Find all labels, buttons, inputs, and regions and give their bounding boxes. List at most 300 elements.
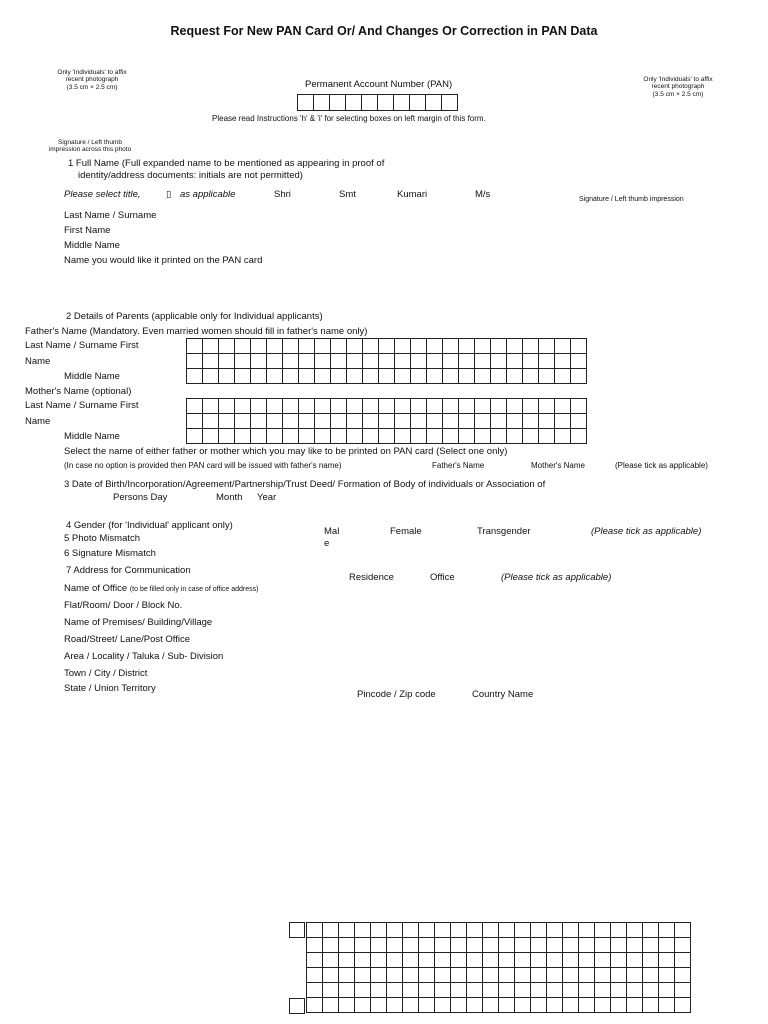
input-cell[interactable] bbox=[523, 414, 539, 429]
title-option-shri[interactable]: Shri bbox=[274, 189, 291, 200]
input-cell[interactable] bbox=[315, 354, 331, 369]
father-option[interactable]: Father's Name bbox=[432, 461, 485, 470]
input-cell[interactable] bbox=[539, 369, 555, 384]
input-cell[interactable] bbox=[523, 354, 539, 369]
input-cell[interactable] bbox=[251, 339, 267, 354]
input-cell[interactable] bbox=[347, 429, 363, 444]
input-cell[interactable] bbox=[379, 429, 395, 444]
input-cell[interactable] bbox=[475, 429, 491, 444]
input-cell[interactable] bbox=[323, 968, 339, 983]
input-cell[interactable] bbox=[627, 953, 643, 968]
input-cell[interactable] bbox=[395, 354, 411, 369]
input-cell[interactable] bbox=[643, 968, 659, 983]
input-cell[interactable] bbox=[595, 968, 611, 983]
input-cell[interactable] bbox=[563, 923, 579, 938]
input-cell[interactable] bbox=[531, 983, 547, 998]
input-cell[interactable] bbox=[403, 998, 419, 1013]
input-cell[interactable] bbox=[419, 938, 435, 953]
input-cell[interactable] bbox=[435, 983, 451, 998]
title-option-smt[interactable]: Smt bbox=[339, 189, 356, 200]
input-cell[interactable] bbox=[267, 429, 283, 444]
input-cell[interactable] bbox=[403, 953, 419, 968]
input-cell[interactable] bbox=[395, 399, 411, 414]
input-cell[interactable] bbox=[555, 354, 571, 369]
input-cell[interactable] bbox=[267, 399, 283, 414]
input-cell[interactable] bbox=[442, 95, 458, 111]
input-cell[interactable] bbox=[355, 968, 371, 983]
input-cell[interactable] bbox=[355, 998, 371, 1013]
input-cell[interactable] bbox=[203, 414, 219, 429]
input-cell[interactable] bbox=[299, 354, 315, 369]
input-cell[interactable] bbox=[547, 968, 563, 983]
input-cell[interactable] bbox=[515, 953, 531, 968]
input-cell[interactable] bbox=[314, 95, 330, 111]
input-cell[interactable] bbox=[203, 399, 219, 414]
input-cell[interactable] bbox=[443, 354, 459, 369]
input-cell[interactable] bbox=[307, 968, 323, 983]
corner-box-top[interactable] bbox=[289, 922, 305, 938]
input-cell[interactable] bbox=[459, 354, 475, 369]
input-cell[interactable] bbox=[539, 414, 555, 429]
input-cell[interactable] bbox=[499, 998, 515, 1013]
input-cell[interactable] bbox=[563, 998, 579, 1013]
input-cell[interactable] bbox=[427, 414, 443, 429]
input-cell[interactable] bbox=[355, 983, 371, 998]
input-cell[interactable] bbox=[475, 369, 491, 384]
input-cell[interactable] bbox=[235, 429, 251, 444]
input-cell[interactable] bbox=[330, 95, 346, 111]
input-cell[interactable] bbox=[467, 953, 483, 968]
input-cell[interactable] bbox=[411, 399, 427, 414]
input-cell[interactable] bbox=[555, 339, 571, 354]
input-cell[interactable] bbox=[515, 968, 531, 983]
input-cell[interactable] bbox=[251, 414, 267, 429]
input-cell[interactable] bbox=[643, 998, 659, 1013]
input-cell[interactable] bbox=[307, 983, 323, 998]
input-cell[interactable] bbox=[363, 339, 379, 354]
input-cell[interactable] bbox=[419, 998, 435, 1013]
input-cell[interactable] bbox=[435, 998, 451, 1013]
input-cell[interactable] bbox=[219, 429, 235, 444]
input-cell[interactable] bbox=[571, 414, 587, 429]
input-cell[interactable] bbox=[387, 998, 403, 1013]
input-cell[interactable] bbox=[219, 399, 235, 414]
input-cell[interactable] bbox=[643, 923, 659, 938]
input-cell[interactable] bbox=[451, 998, 467, 1013]
input-cell[interactable] bbox=[555, 414, 571, 429]
input-cell[interactable] bbox=[315, 369, 331, 384]
input-cell[interactable] bbox=[459, 339, 475, 354]
input-cell[interactable] bbox=[507, 369, 523, 384]
input-cell[interactable] bbox=[571, 339, 587, 354]
input-cell[interactable] bbox=[467, 998, 483, 1013]
input-cell[interactable] bbox=[547, 983, 563, 998]
input-cell[interactable] bbox=[323, 983, 339, 998]
input-cell[interactable] bbox=[563, 953, 579, 968]
input-cell[interactable] bbox=[459, 399, 475, 414]
input-cell[interactable] bbox=[675, 938, 691, 953]
input-cell[interactable] bbox=[315, 414, 331, 429]
input-cell[interactable] bbox=[611, 953, 627, 968]
input-cell[interactable] bbox=[443, 339, 459, 354]
input-cell[interactable] bbox=[411, 414, 427, 429]
input-cell[interactable] bbox=[331, 354, 347, 369]
input-cell[interactable] bbox=[419, 923, 435, 938]
input-cell[interactable] bbox=[411, 369, 427, 384]
title-checkbox-icon[interactable]: ▯ bbox=[166, 189, 172, 200]
input-cell[interactable] bbox=[555, 369, 571, 384]
input-cell[interactable] bbox=[491, 429, 507, 444]
input-cell[interactable] bbox=[331, 339, 347, 354]
input-cell[interactable] bbox=[283, 354, 299, 369]
input-cell[interactable] bbox=[307, 953, 323, 968]
input-cell[interactable] bbox=[563, 938, 579, 953]
input-cell[interactable] bbox=[595, 923, 611, 938]
input-cell[interactable] bbox=[395, 429, 411, 444]
input-cell[interactable] bbox=[403, 968, 419, 983]
input-cell[interactable] bbox=[403, 938, 419, 953]
input-cell[interactable] bbox=[267, 339, 283, 354]
input-cell[interactable] bbox=[627, 938, 643, 953]
input-cell[interactable] bbox=[435, 938, 451, 953]
input-cell[interactable] bbox=[443, 429, 459, 444]
input-cell[interactable] bbox=[643, 983, 659, 998]
input-cell[interactable] bbox=[475, 414, 491, 429]
input-cell[interactable] bbox=[403, 983, 419, 998]
input-cell[interactable] bbox=[203, 369, 219, 384]
input-cell[interactable] bbox=[443, 369, 459, 384]
input-cell[interactable] bbox=[363, 429, 379, 444]
input-cell[interactable] bbox=[579, 998, 595, 1013]
input-cell[interactable] bbox=[355, 938, 371, 953]
input-cell[interactable] bbox=[419, 968, 435, 983]
input-cell[interactable] bbox=[363, 414, 379, 429]
input-cell[interactable] bbox=[307, 938, 323, 953]
input-cell[interactable] bbox=[443, 399, 459, 414]
input-cell[interactable] bbox=[299, 429, 315, 444]
input-cell[interactable] bbox=[187, 369, 203, 384]
input-cell[interactable] bbox=[307, 923, 323, 938]
input-cell[interactable] bbox=[203, 429, 219, 444]
input-cell[interactable] bbox=[571, 429, 587, 444]
input-cell[interactable] bbox=[378, 95, 394, 111]
input-cell[interactable] bbox=[387, 953, 403, 968]
input-cell[interactable] bbox=[267, 354, 283, 369]
mother-name-grid[interactable] bbox=[186, 398, 587, 444]
input-cell[interactable] bbox=[475, 399, 491, 414]
input-cell[interactable] bbox=[219, 354, 235, 369]
input-cell[interactable] bbox=[539, 354, 555, 369]
input-cell[interactable] bbox=[379, 339, 395, 354]
input-cell[interactable] bbox=[371, 968, 387, 983]
input-cell[interactable] bbox=[579, 983, 595, 998]
pan-input-grid[interactable] bbox=[297, 94, 458, 111]
input-cell[interactable] bbox=[611, 998, 627, 1013]
input-cell[interactable] bbox=[499, 953, 515, 968]
input-cell[interactable] bbox=[459, 414, 475, 429]
input-cell[interactable] bbox=[595, 998, 611, 1013]
input-cell[interactable] bbox=[187, 339, 203, 354]
input-cell[interactable] bbox=[483, 938, 499, 953]
input-cell[interactable] bbox=[571, 354, 587, 369]
input-cell[interactable] bbox=[419, 953, 435, 968]
input-cell[interactable] bbox=[427, 429, 443, 444]
input-cell[interactable] bbox=[371, 953, 387, 968]
input-cell[interactable] bbox=[379, 369, 395, 384]
input-cell[interactable] bbox=[547, 938, 563, 953]
input-cell[interactable] bbox=[451, 953, 467, 968]
input-cell[interactable] bbox=[491, 399, 507, 414]
bottom-character-grid[interactable] bbox=[306, 922, 691, 1013]
input-cell[interactable] bbox=[371, 983, 387, 998]
input-cell[interactable] bbox=[298, 95, 314, 111]
input-cell[interactable] bbox=[235, 354, 251, 369]
input-cell[interactable] bbox=[267, 369, 283, 384]
input-cell[interactable] bbox=[611, 923, 627, 938]
input-cell[interactable] bbox=[611, 968, 627, 983]
input-cell[interactable] bbox=[515, 938, 531, 953]
input-cell[interactable] bbox=[499, 923, 515, 938]
input-cell[interactable] bbox=[459, 369, 475, 384]
input-cell[interactable] bbox=[363, 369, 379, 384]
input-cell[interactable] bbox=[235, 399, 251, 414]
input-cell[interactable] bbox=[675, 968, 691, 983]
input-cell[interactable] bbox=[491, 354, 507, 369]
input-cell[interactable] bbox=[394, 95, 410, 111]
input-cell[interactable] bbox=[339, 968, 355, 983]
input-cell[interactable] bbox=[339, 923, 355, 938]
input-cell[interactable] bbox=[507, 399, 523, 414]
input-cell[interactable] bbox=[555, 429, 571, 444]
input-cell[interactable] bbox=[659, 968, 675, 983]
input-cell[interactable] bbox=[507, 354, 523, 369]
input-cell[interactable] bbox=[283, 369, 299, 384]
mother-option[interactable]: Mother's Name bbox=[531, 461, 585, 470]
input-cell[interactable] bbox=[187, 399, 203, 414]
input-cell[interactable] bbox=[339, 983, 355, 998]
input-cell[interactable] bbox=[595, 938, 611, 953]
input-cell[interactable] bbox=[571, 399, 587, 414]
input-cell[interactable] bbox=[427, 354, 443, 369]
input-cell[interactable] bbox=[283, 429, 299, 444]
input-cell[interactable] bbox=[459, 429, 475, 444]
input-cell[interactable] bbox=[499, 968, 515, 983]
input-cell[interactable] bbox=[499, 983, 515, 998]
title-option-ms[interactable]: M/s bbox=[475, 189, 491, 200]
father-name-grid[interactable] bbox=[186, 338, 587, 384]
input-cell[interactable] bbox=[331, 414, 347, 429]
title-option-kumari[interactable]: Kumari bbox=[397, 189, 428, 200]
input-cell[interactable] bbox=[323, 953, 339, 968]
input-cell[interactable] bbox=[339, 938, 355, 953]
input-cell[interactable] bbox=[283, 414, 299, 429]
input-cell[interactable] bbox=[346, 95, 362, 111]
input-cell[interactable] bbox=[323, 923, 339, 938]
input-cell[interactable] bbox=[467, 983, 483, 998]
input-cell[interactable] bbox=[427, 339, 443, 354]
input-cell[interactable] bbox=[451, 938, 467, 953]
input-cell[interactable] bbox=[467, 968, 483, 983]
input-cell[interactable] bbox=[675, 998, 691, 1013]
input-cell[interactable] bbox=[331, 369, 347, 384]
input-cell[interactable] bbox=[299, 414, 315, 429]
input-cell[interactable] bbox=[555, 399, 571, 414]
input-cell[interactable] bbox=[379, 354, 395, 369]
input-cell[interactable] bbox=[363, 354, 379, 369]
input-cell[interactable] bbox=[563, 968, 579, 983]
input-cell[interactable] bbox=[395, 369, 411, 384]
input-cell[interactable] bbox=[331, 399, 347, 414]
input-cell[interactable] bbox=[411, 354, 427, 369]
input-cell[interactable] bbox=[387, 923, 403, 938]
input-cell[interactable] bbox=[371, 998, 387, 1013]
input-cell[interactable] bbox=[579, 953, 595, 968]
input-cell[interactable] bbox=[523, 339, 539, 354]
input-cell[interactable] bbox=[451, 968, 467, 983]
input-cell[interactable] bbox=[507, 429, 523, 444]
input-cell[interactable] bbox=[355, 923, 371, 938]
input-cell[interactable] bbox=[515, 983, 531, 998]
input-cell[interactable] bbox=[611, 938, 627, 953]
input-cell[interactable] bbox=[643, 938, 659, 953]
input-cell[interactable] bbox=[435, 923, 451, 938]
input-cell[interactable] bbox=[283, 339, 299, 354]
input-cell[interactable] bbox=[627, 983, 643, 998]
input-cell[interactable] bbox=[235, 414, 251, 429]
input-cell[interactable] bbox=[659, 953, 675, 968]
input-cell[interactable] bbox=[435, 953, 451, 968]
input-cell[interactable] bbox=[387, 938, 403, 953]
input-cell[interactable] bbox=[539, 429, 555, 444]
input-cell[interactable] bbox=[659, 998, 675, 1013]
input-cell[interactable] bbox=[483, 998, 499, 1013]
input-cell[interactable] bbox=[371, 938, 387, 953]
input-cell[interactable] bbox=[531, 923, 547, 938]
input-cell[interactable] bbox=[675, 923, 691, 938]
input-cell[interactable] bbox=[531, 968, 547, 983]
input-cell[interactable] bbox=[371, 923, 387, 938]
input-cell[interactable] bbox=[331, 429, 347, 444]
input-cell[interactable] bbox=[299, 339, 315, 354]
corner-box-bottom[interactable] bbox=[289, 998, 305, 1014]
input-cell[interactable] bbox=[507, 339, 523, 354]
input-cell[interactable] bbox=[379, 414, 395, 429]
input-cell[interactable] bbox=[299, 369, 315, 384]
input-cell[interactable] bbox=[539, 339, 555, 354]
input-cell[interactable] bbox=[531, 938, 547, 953]
input-cell[interactable] bbox=[251, 429, 267, 444]
input-cell[interactable] bbox=[219, 339, 235, 354]
gender-option-male[interactable]: Mal bbox=[324, 526, 340, 537]
input-cell[interactable] bbox=[571, 369, 587, 384]
input-cell[interactable] bbox=[483, 968, 499, 983]
input-cell[interactable] bbox=[491, 339, 507, 354]
input-cell[interactable] bbox=[315, 339, 331, 354]
input-cell[interactable] bbox=[523, 399, 539, 414]
input-cell[interactable] bbox=[523, 369, 539, 384]
input-cell[interactable] bbox=[483, 953, 499, 968]
input-cell[interactable] bbox=[411, 429, 427, 444]
input-cell[interactable] bbox=[435, 968, 451, 983]
input-cell[interactable] bbox=[659, 983, 675, 998]
input-cell[interactable] bbox=[411, 339, 427, 354]
input-cell[interactable] bbox=[251, 399, 267, 414]
gender-option-transgender[interactable]: Transgender bbox=[477, 526, 531, 537]
input-cell[interactable] bbox=[307, 998, 323, 1013]
input-cell[interactable] bbox=[579, 923, 595, 938]
input-cell[interactable] bbox=[426, 95, 442, 111]
input-cell[interactable] bbox=[387, 983, 403, 998]
input-cell[interactable] bbox=[475, 354, 491, 369]
input-cell[interactable] bbox=[323, 998, 339, 1013]
input-cell[interactable] bbox=[627, 998, 643, 1013]
input-cell[interactable] bbox=[347, 354, 363, 369]
input-cell[interactable] bbox=[467, 923, 483, 938]
input-cell[interactable] bbox=[483, 923, 499, 938]
input-cell[interactable] bbox=[219, 369, 235, 384]
input-cell[interactable] bbox=[339, 953, 355, 968]
input-cell[interactable] bbox=[507, 414, 523, 429]
input-cell[interactable] bbox=[523, 429, 539, 444]
input-cell[interactable] bbox=[203, 354, 219, 369]
input-cell[interactable] bbox=[203, 339, 219, 354]
input-cell[interactable] bbox=[491, 369, 507, 384]
input-cell[interactable] bbox=[283, 399, 299, 414]
input-cell[interactable] bbox=[410, 95, 426, 111]
input-cell[interactable] bbox=[451, 983, 467, 998]
input-cell[interactable] bbox=[483, 983, 499, 998]
input-cell[interactable] bbox=[315, 399, 331, 414]
input-cell[interactable] bbox=[627, 923, 643, 938]
gender-option-male-wrap[interactable]: e bbox=[324, 538, 330, 549]
input-cell[interactable] bbox=[267, 414, 283, 429]
input-cell[interactable] bbox=[299, 399, 315, 414]
input-cell[interactable] bbox=[643, 953, 659, 968]
input-cell[interactable] bbox=[531, 998, 547, 1013]
input-cell[interactable] bbox=[355, 953, 371, 968]
input-cell[interactable] bbox=[251, 354, 267, 369]
input-cell[interactable] bbox=[515, 998, 531, 1013]
input-cell[interactable] bbox=[659, 938, 675, 953]
input-cell[interactable] bbox=[347, 399, 363, 414]
input-cell[interactable] bbox=[531, 953, 547, 968]
input-cell[interactable] bbox=[443, 414, 459, 429]
input-cell[interactable] bbox=[235, 339, 251, 354]
input-cell[interactable] bbox=[675, 953, 691, 968]
input-cell[interactable] bbox=[627, 968, 643, 983]
input-cell[interactable] bbox=[675, 983, 691, 998]
address-option-residence[interactable]: Residence bbox=[349, 572, 394, 583]
input-cell[interactable] bbox=[427, 369, 443, 384]
input-cell[interactable] bbox=[539, 399, 555, 414]
input-cell[interactable] bbox=[387, 968, 403, 983]
input-cell[interactable] bbox=[579, 938, 595, 953]
input-cell[interactable] bbox=[515, 923, 531, 938]
input-cell[interactable] bbox=[323, 938, 339, 953]
input-cell[interactable] bbox=[403, 923, 419, 938]
input-cell[interactable] bbox=[362, 95, 378, 111]
input-cell[interactable] bbox=[547, 953, 563, 968]
input-cell[interactable] bbox=[347, 414, 363, 429]
input-cell[interactable] bbox=[347, 369, 363, 384]
input-cell[interactable] bbox=[187, 414, 203, 429]
input-cell[interactable] bbox=[187, 429, 203, 444]
input-cell[interactable] bbox=[467, 938, 483, 953]
input-cell[interactable] bbox=[611, 983, 627, 998]
input-cell[interactable] bbox=[187, 354, 203, 369]
input-cell[interactable] bbox=[395, 339, 411, 354]
input-cell[interactable] bbox=[451, 923, 467, 938]
